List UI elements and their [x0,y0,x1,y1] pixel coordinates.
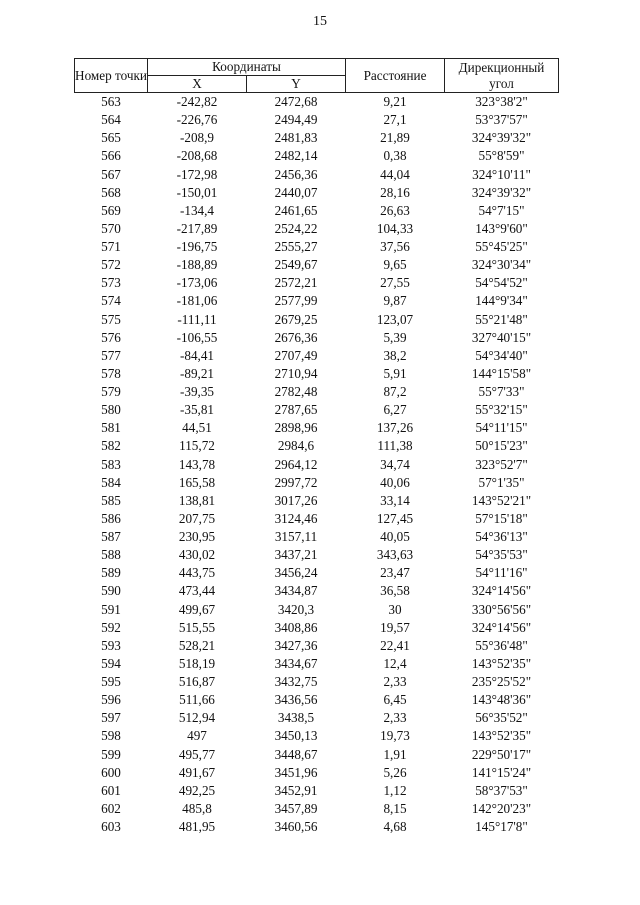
y-cell: 2787,65 [274,402,318,418]
direction-angle-cell: 324°14'56" [471,619,532,635]
y-cell: 3017,26 [274,492,318,508]
x-cell: 499,67 [178,601,216,617]
x-cell: 443,75 [178,565,216,581]
point-number-cell: 572 [101,257,121,273]
table-row [75,691,559,709]
point-number-cell: 565 [101,130,121,146]
direction-angle-cell: 143°52'35" [471,655,532,671]
x-cell: 528,21 [178,637,216,653]
table-row [75,238,559,256]
x-cell: -181,06 [176,293,218,309]
direction-angle-cell: 50°15'23" [475,438,528,454]
table-row [75,564,559,582]
table-row [75,582,559,600]
distance-cell: 34,74 [380,456,410,472]
header-x: X [148,76,247,93]
y-cell: 3456,24 [274,565,318,581]
distance-cell: 27,1 [383,112,407,128]
direction-angle-cell: 327°40'15" [471,329,532,345]
direction-angle-cell: 54°34'40" [475,347,528,363]
x-cell: 481,95 [178,819,216,834]
distance-cell: 22,41 [380,637,410,653]
direction-angle-cell: 141°15'24" [471,764,532,780]
x-cell: -106,55 [176,329,218,345]
y-cell: 2461,65 [274,202,318,218]
header-coordinates: Координаты [148,59,346,76]
distance-cell: 37,56 [380,239,410,254]
x-cell: 485,8 [182,800,212,816]
point-number-cell: 568 [101,184,121,200]
table-row [75,782,559,800]
y-cell: 3124,46 [274,510,318,526]
point-number-cell: 583 [101,456,121,472]
distance-cell: 9,21 [383,94,407,109]
distance-cell: 28,16 [380,184,410,200]
direction-angle-cell: 54°36'13" [475,529,528,544]
x-cell: -150,01 [176,184,218,200]
direction-angle-cell: 55°45'25" [475,239,528,254]
table-row [75,220,559,238]
y-cell: 3438,5 [277,710,315,726]
point-number-cell: 599 [101,746,121,762]
distance-cell: 33,14 [380,492,410,508]
table-row [75,111,559,129]
point-number-cell: 594 [101,655,121,671]
y-cell: 3434,67 [274,655,318,671]
point-number-cell: 579 [101,384,121,399]
point-number-cell: 563 [101,94,121,109]
x-cell: -35,81 [179,402,215,418]
table-row [75,492,559,510]
distance-cell: 111,38 [377,438,413,454]
y-cell: 2482,14 [274,148,318,164]
y-cell: 3434,87 [274,583,318,599]
distance-cell: 123,07 [376,311,414,327]
direction-angle-cell: 54°35'53" [475,547,528,563]
distance-cell: 30 [388,601,402,617]
table-row [75,474,559,492]
y-cell: 2472,68 [274,94,318,109]
table-header [75,59,559,93]
direction-angle-cell: 56°35'52" [475,710,528,726]
y-cell: 2898,96 [274,420,318,436]
point-number-cell: 582 [101,438,121,454]
y-cell: 2707,49 [274,347,318,363]
x-cell: 497 [187,728,207,744]
point-number-cell: 578 [101,365,121,381]
distance-cell: 6,27 [383,402,407,418]
x-cell: 138,81 [178,492,216,508]
distance-cell: 87,2 [383,384,407,399]
x-cell: -134,4 [179,202,215,218]
direction-angle-cell: 143°9'60" [475,220,528,236]
point-number-cell: 577 [101,347,121,363]
table-row [75,365,559,383]
point-number-cell: 590 [101,583,121,599]
distance-cell: 1,91 [383,746,407,762]
point-number-cell: 567 [101,166,121,182]
x-cell: -111,11 [177,311,217,327]
y-cell: 3408,86 [274,619,318,635]
distance-cell: 127,45 [376,510,414,526]
y-cell: 2549,67 [274,257,318,273]
table-row [75,818,559,836]
direction-angle-cell: 55°8'59" [478,148,525,164]
distance-cell: 40,06 [380,474,410,490]
table-row [75,546,559,564]
distance-cell: 36,58 [380,583,410,599]
y-cell: 3460,56 [274,819,318,834]
y-cell: 3450,13 [274,728,318,744]
x-cell: 516,87 [178,674,216,689]
header-distance: Расстояние [346,59,445,93]
direction-angle-cell: 53°37'57" [475,112,528,128]
direction-angle-cell: 144°15'58" [471,365,532,381]
y-cell: 3420,3 [277,601,315,617]
direction-angle-cell: 229°50'17" [471,746,532,762]
y-cell: 2679,25 [274,311,318,327]
point-number-cell: 575 [101,311,121,327]
point-number-cell: 587 [101,529,121,544]
x-cell: 511,66 [179,692,215,708]
direction-angle-cell: 54°11'16" [475,565,528,581]
y-cell: 3457,89 [274,800,318,816]
y-cell: 2572,21 [274,275,318,291]
distance-cell: 2,33 [383,710,407,726]
y-cell: 2524,22 [274,220,318,236]
distance-cell: 343,63 [376,547,414,563]
y-cell: 3452,91 [274,782,318,798]
y-cell: 2964,12 [274,456,318,472]
x-cell: 473,44 [178,583,216,599]
direction-angle-cell: 324°10'11" [472,166,531,182]
table-row [75,419,559,437]
y-cell: 3448,67 [274,746,318,762]
table-row [75,311,559,329]
x-cell: 515,55 [178,619,216,635]
distance-cell: 40,05 [380,529,410,544]
table-row [75,383,559,401]
table-row [75,619,559,637]
header-y: Y [247,76,346,93]
direction-angle-cell: 55°32'15" [475,402,528,418]
y-cell: 2456,36 [274,166,318,182]
table-row [75,147,559,165]
y-cell: 2782,48 [274,384,318,399]
point-number-cell: 574 [101,293,121,309]
point-number-cell: 566 [101,148,121,164]
coordinates-table [74,58,559,836]
distance-cell: 137,26 [376,420,414,436]
distance-cell: 38,2 [383,347,407,363]
direction-angle-cell: 323°38'2" [475,94,528,109]
point-number-cell: 581 [101,420,121,436]
distance-cell: 6,45 [383,692,407,708]
distance-cell: 12,4 [383,655,407,671]
point-number-cell: 569 [101,202,121,218]
table-row [75,184,559,202]
direction-angle-cell: 58°37'53" [475,782,528,798]
direction-angle-cell: 57°1'35" [478,474,525,490]
direction-angle-cell: 323°52'7" [475,456,528,472]
point-number-cell: 602 [101,800,121,816]
distance-cell: 5,91 [383,365,407,381]
y-cell: 2577,99 [274,293,318,309]
y-cell: 3437,21 [274,547,318,563]
x-cell: -39,35 [179,384,215,399]
direction-angle-cell: 54°7'15" [478,202,525,218]
x-cell: 207,75 [178,510,216,526]
direction-angle-cell: 143°52'35" [471,728,532,744]
point-number-cell: 603 [101,819,121,834]
distance-cell: 9,65 [383,257,407,273]
x-cell: 492,25 [178,782,216,798]
table-row [75,709,559,727]
x-cell: -172,98 [176,166,218,182]
page-number: 15 [313,14,327,29]
point-number-cell: 589 [101,565,121,581]
table-row [75,437,559,455]
point-number-cell: 584 [101,474,121,490]
distance-cell: 21,89 [380,130,410,146]
x-cell: 165,58 [178,474,216,490]
table-row [75,347,559,365]
table-row [75,800,559,818]
y-cell: 2984,6 [277,438,315,454]
point-number-cell: 591 [101,601,121,617]
x-cell: 44,51 [182,420,212,436]
header-point-number: Номер точки [75,59,148,93]
x-cell: 495,77 [178,746,216,762]
header-direction-angle: Дирекционный угол [445,59,559,93]
point-number-cell: 596 [101,692,121,708]
x-cell: -208,68 [176,148,218,164]
direction-angle-cell: 55°36'48" [475,637,528,653]
direction-angle-cell: 324°30'34" [471,257,532,273]
point-number-cell: 576 [101,329,121,345]
table-row [75,93,559,112]
table-row [75,401,559,419]
direction-angle-cell: 57°15'18" [475,510,528,526]
y-cell: 3157,11 [274,529,318,544]
table-row [75,764,559,782]
y-cell: 2555,27 [274,239,318,254]
distance-cell: 9,87 [383,293,407,309]
point-number-cell: 598 [101,728,121,744]
x-cell: -226,76 [176,112,218,128]
point-number-cell: 585 [101,492,121,508]
table-row [75,166,559,184]
distance-cell: 27,55 [380,275,410,291]
direction-angle-cell: 54°54'52" [475,275,528,291]
distance-cell: 23,47 [380,565,410,581]
point-number-cell: 601 [101,782,121,798]
point-number-cell: 571 [101,239,121,254]
distance-cell: 19,73 [380,728,410,744]
table-row [75,637,559,655]
table-row [75,256,559,274]
y-cell: 3451,96 [274,764,318,780]
distance-cell: 104,33 [376,220,414,236]
x-cell: -89,21 [179,365,215,381]
x-cell: -173,06 [176,275,218,291]
x-cell: -217,89 [176,220,218,236]
table-row [75,673,559,691]
point-number-cell: 595 [101,674,121,689]
point-number-cell: 580 [101,402,121,418]
table-row [75,528,559,546]
table-row [75,510,559,528]
point-number-cell: 564 [101,112,121,128]
direction-angle-cell: 324°39'32" [471,184,532,200]
direction-angle-cell: 142°20'23" [471,800,532,816]
y-cell: 2481,83 [274,130,318,146]
table-row [75,601,559,619]
point-number-cell: 593 [101,637,121,653]
x-cell: 430,02 [178,547,216,563]
point-number-cell: 573 [101,275,121,291]
point-number-cell: 592 [101,619,121,635]
distance-cell: 1,12 [383,782,407,798]
distance-cell: 19,57 [380,619,410,635]
x-cell: -208,9 [179,130,215,146]
direction-angle-cell: 235°25'52" [471,674,532,689]
distance-cell: 8,15 [383,800,407,816]
direction-angle-cell: 145°17'8" [475,819,528,834]
direction-angle-cell: 143°48'36" [471,692,532,708]
x-cell: -242,82 [176,94,218,109]
x-cell: 518,19 [178,655,216,671]
distance-cell: 26,63 [380,202,410,218]
point-number-cell: 586 [101,510,121,526]
x-cell: -84,41 [179,347,215,363]
table-row [75,456,559,474]
direction-angle-cell: 324°39'32" [471,130,532,146]
direction-angle-cell: 54°11'15" [475,420,528,436]
x-cell: 115,72 [179,438,215,454]
y-cell: 3427,36 [274,637,318,653]
y-cell: 2494,49 [274,112,318,128]
table-row [75,129,559,147]
table-row [75,202,559,220]
direction-angle-cell: 143°52'21" [471,492,532,508]
point-number-cell: 570 [101,220,121,236]
x-cell: 230,95 [178,529,216,544]
point-number-cell: 600 [101,764,121,780]
y-cell: 3436,56 [274,692,318,708]
table-row [75,746,559,764]
y-cell: 3432,75 [274,674,318,689]
x-cell: -196,75 [176,239,218,254]
distance-cell: 2,33 [383,674,407,689]
y-cell: 2997,72 [274,474,318,490]
point-number-cell: 597 [101,710,121,726]
direction-angle-cell: 55°7'33" [478,384,525,399]
point-number-cell: 588 [101,547,121,563]
distance-cell: 0,38 [383,148,407,164]
y-cell: 2440,07 [274,184,318,200]
x-cell: 512,94 [178,710,216,726]
distance-cell: 4,68 [383,819,407,834]
table-row [75,655,559,673]
table-body [75,93,559,837]
table-row [75,727,559,745]
y-cell: 2676,36 [274,329,318,345]
distance-cell: 5,39 [383,329,407,345]
y-cell: 2710,94 [274,365,318,381]
table-row [75,274,559,292]
direction-angle-cell: 324°14'56" [471,583,532,599]
direction-angle-cell: 144°9'34" [475,293,528,309]
distance-cell: 5,26 [383,764,407,780]
direction-angle-cell: 55°21'48" [475,311,528,327]
table-row [75,329,559,347]
direction-angle-cell: 330°56'56" [471,601,532,617]
x-cell: 491,67 [178,764,216,780]
x-cell: -188,89 [176,257,218,273]
distance-cell: 44,04 [380,166,410,182]
x-cell: 143,78 [178,456,216,472]
table-row [75,292,559,310]
